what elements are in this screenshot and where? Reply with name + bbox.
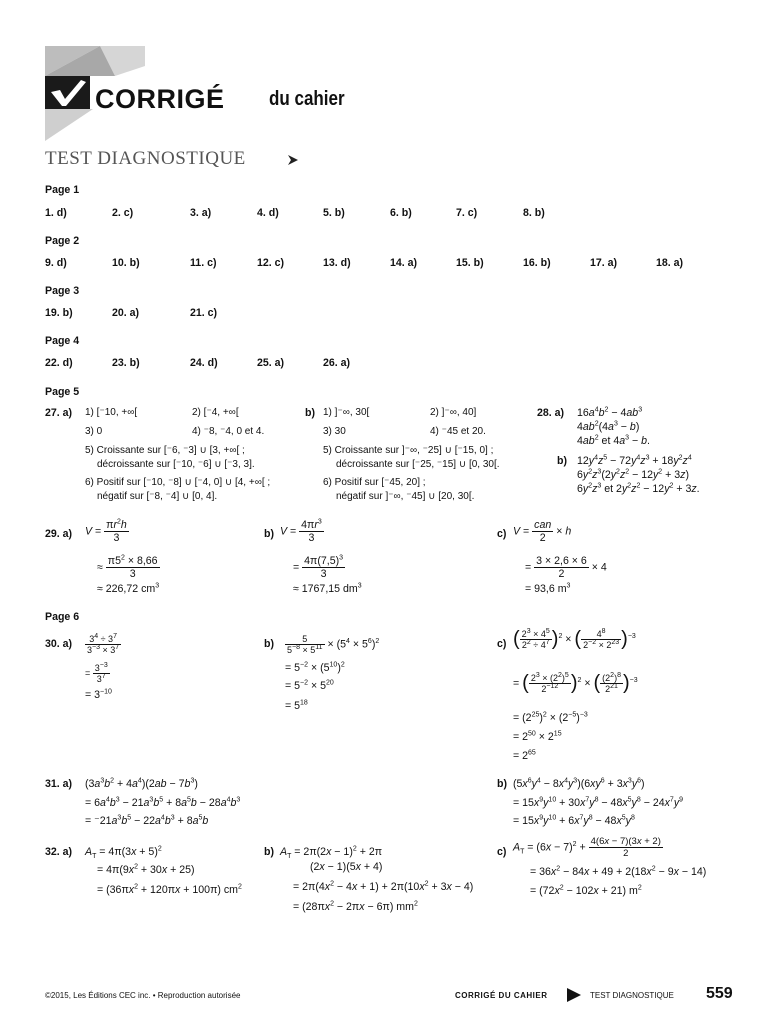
page-label-5: Page 5 [45,386,80,398]
page-label-4: Page 4 [45,335,80,347]
header-subtitle: du cahier [269,88,345,110]
footer-corrige: CORRIGÉ DU CAHIER [455,991,548,1000]
footer-copyright: ©2015, Les Éditions CEC inc. • Reproduction autorisée [45,991,241,1000]
check-icon [48,78,90,108]
page-label-2: Page 2 [45,235,80,247]
footer-section: TEST DIAGNOSTIQUE [590,991,674,1000]
section-title: TEST DIAGNOSTIQUE [45,148,246,169]
arrow-icon [286,153,300,167]
page-label-3: Page 3 [45,285,80,297]
footer-arrow-icon [565,987,583,1003]
page-number: 559 [706,985,733,1002]
page-label-6: Page 6 [45,611,80,623]
header-title: CORRIGÉ [95,84,225,114]
page-label-1: Page 1 [45,184,80,196]
